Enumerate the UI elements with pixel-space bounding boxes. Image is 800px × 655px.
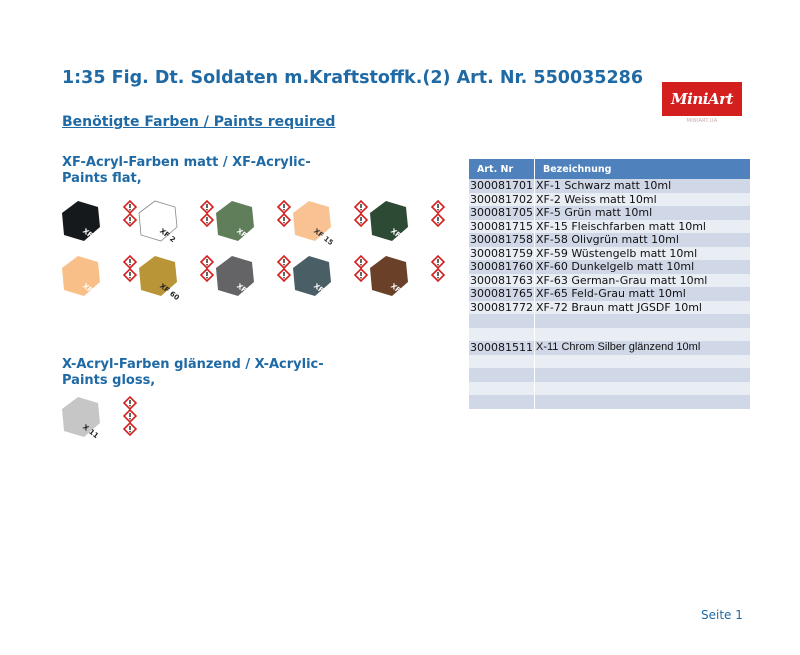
table-row [469, 328, 751, 342]
cell-bezeichnung [535, 382, 751, 396]
logo-background [662, 82, 742, 116]
table-header-bezeichnung: Bezeichnung [535, 159, 751, 179]
table-row [469, 368, 751, 382]
table-row [469, 179, 751, 193]
table-row [469, 341, 751, 355]
page-title: 1:35 Fig. Dt. Soldaten m.Kraftstoffk.(2) Art. Nr. 550035286 [62, 68, 644, 88]
cell-art-nr [469, 368, 535, 382]
cell-art-nr: 300081763 [470, 273, 533, 287]
swatches_matt-swatch [289, 197, 371, 248]
cell-art-nr [469, 395, 535, 409]
cell-art-nr [469, 382, 535, 396]
swatch-code-label: XF 2 [158, 227, 177, 245]
swatch-code-label: XF 59 [81, 282, 104, 303]
swatches_matt-swatch [135, 252, 217, 303]
swatches_gloss-swatch [58, 393, 140, 441]
cell-art-nr: 300081511 [470, 341, 533, 355]
cell-art-nr [469, 355, 535, 369]
table-body [469, 179, 751, 409]
table-row [469, 206, 751, 220]
swatches_matt-swatch [289, 252, 371, 303]
swatch-code-label: XF 72 [389, 282, 412, 303]
cell-art-nr: 300081705 [470, 206, 533, 220]
table-row [469, 220, 751, 234]
cell-bezeichnung [535, 355, 751, 369]
cell-bezeichnung: XF-60 Dunkelgelb matt 10ml [535, 260, 751, 274]
table-row [469, 395, 751, 409]
cell-bezeichnung: XF-58 Olivgrün matt 10ml [535, 233, 751, 247]
cell-bezeichnung [535, 368, 751, 382]
table-row [469, 193, 751, 207]
cell-art-nr: 300081758 [470, 233, 533, 247]
swatches_matt-swatch [135, 197, 217, 245]
cell-art-nr: 300081701 [470, 179, 533, 193]
cell-bezeichnung: XF-63 German-Grau matt 10ml [535, 274, 751, 288]
logo-subtext: MINIART.UA [686, 118, 718, 124]
cell-bezeichnung: XF-59 Wüstengelb matt 10ml [535, 247, 751, 261]
table-row [469, 233, 751, 247]
page-number: Seite 1 [701, 608, 743, 622]
swatch-code-label: XF 58 [389, 227, 412, 248]
swatch-code-label: XF 63 [235, 282, 258, 303]
cell-art-nr: 300081759 [470, 246, 533, 260]
miniart-logo [660, 82, 744, 122]
table-row [469, 382, 751, 396]
swatches_matt-swatch [58, 197, 140, 245]
swatches_matt-swatch [366, 197, 448, 248]
cell-art-nr [469, 328, 535, 342]
swatch-code-label: X 11 [81, 423, 100, 441]
cell-bezeichnung: XF-65 Feld-Grau matt 10ml [535, 287, 751, 301]
page-subtitle: Benötigte Farben / Paints required [62, 114, 336, 130]
swatches_matt-swatch [212, 252, 294, 303]
section-heading-gloss: X-Acryl-Farben glänzend / X-Acrylic-Paints gloss, [62, 357, 324, 388]
table-row [469, 274, 751, 288]
section-heading-matt: XF-Acryl-Farben matt / XF-Acrylic-Paints flat, [62, 155, 311, 186]
swatch-code-label: XF 65 [312, 282, 335, 303]
cell-bezeichnung: XF-5 Grün matt 10ml [535, 206, 751, 220]
cell-art-nr: 300081702 [470, 192, 533, 206]
cell-art-nr: 300081765 [470, 287, 533, 301]
cell-bezeichnung [535, 328, 751, 342]
cell-art-nr: 300081760 [470, 260, 533, 274]
cell-bezeichnung: XF-1 Schwarz matt 10ml [535, 179, 751, 193]
cell-bezeichnung: XF-72 Braun matt JGSDF 10ml [535, 301, 751, 315]
cell-art-nr: 300081772 [470, 300, 533, 314]
cell-bezeichnung: XF-15 Fleischfarben matt 10ml [535, 220, 751, 234]
table-row [469, 247, 751, 261]
table-header-row [469, 159, 751, 179]
cell-bezeichnung [535, 395, 751, 409]
logo-text: MiniArt [671, 90, 733, 108]
swatch-code-label: XF 15 [312, 227, 335, 248]
cell-art-nr: 300081715 [470, 219, 533, 233]
swatches_matt-swatch [58, 252, 140, 303]
cell-bezeichnung: X-11 Chrom Silber glänzend 10ml [535, 341, 751, 355]
table-header-art-nr: Art. Nr [469, 159, 535, 179]
cell-bezeichnung: XF-2 Weiss matt 10ml [535, 193, 751, 207]
table-row [469, 287, 751, 301]
swatch-code-label: XF 5 [235, 227, 254, 245]
swatch-code-label: XF 60 [158, 282, 181, 303]
paints-table [469, 159, 751, 409]
table-row [469, 314, 751, 328]
swatch-code-label: XF 1 [81, 227, 100, 245]
table-row [469, 260, 751, 274]
cell-bezeichnung [535, 314, 751, 328]
table-row [469, 355, 751, 369]
cell-art-nr [469, 314, 535, 328]
table-row [469, 301, 751, 315]
swatches_matt-swatch [212, 197, 294, 245]
swatches_matt-swatch [366, 252, 448, 303]
